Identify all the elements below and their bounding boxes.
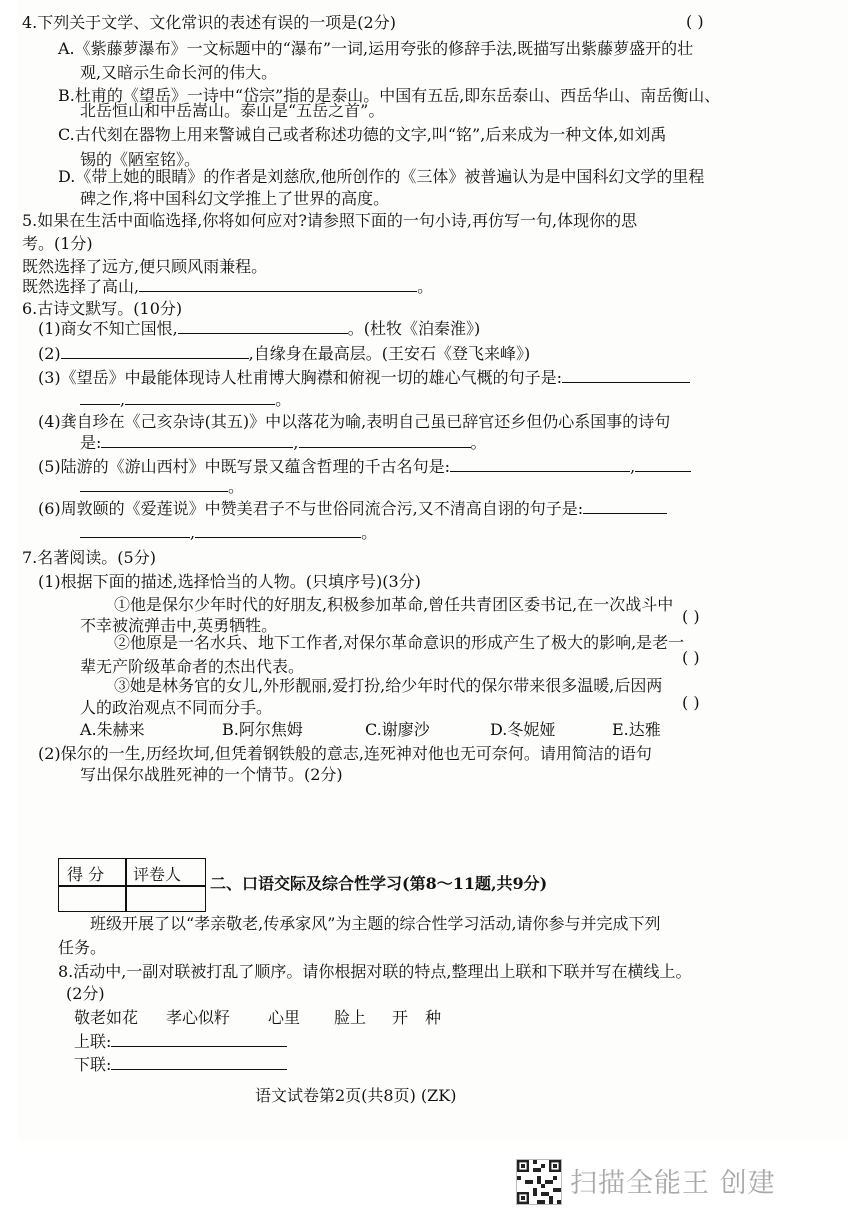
q5-stem-line2: 考。(1分) (22, 234, 93, 253)
q4-option-d-line2: 碑之作,将中国科幻文学推上了世界的高度。 (80, 189, 390, 208)
q6-item3-blank2[interactable] (125, 390, 275, 405)
q6-item5-line2 (80, 476, 244, 498)
q6-item4-line2 (80, 432, 487, 454)
q7-item1-paren: ( ) (682, 607, 700, 626)
q6-item2-suffix: ,自缘身在最高层。(王安石《登飞来峰》) (248, 344, 531, 363)
q8-stem-line1: 8.活动中,一副对联被打乱了顺序。请你根据对联的特点,整理出上联和下联并写在横线上。 (58, 962, 692, 981)
q5-stem-line1: 5.如果在生活中面临选择,你将如何应对?请参照下面的一句小诗,再仿写一句,体现你的思 (22, 211, 638, 230)
q6-item5-blank2-cont[interactable] (80, 477, 228, 492)
q7-option-e: E.达雅 (612, 720, 661, 739)
q7-item1-line2: 不幸被流弹击中,英勇牺牲。 (80, 616, 278, 635)
q6-item4-end: 。 (470, 433, 487, 452)
q6-item1-blank[interactable] (178, 319, 348, 334)
q6-item4-blank1[interactable] (101, 433, 293, 448)
q6-item6-blank1-cont[interactable] (80, 523, 190, 538)
q4-option-d-line1: D.《带上她的眼睛》的作者是刘慈欣,他所创作的《三体》被普遍认为是中国科幻文学的里程 (58, 167, 705, 186)
q7-item2-paren: ( ) (682, 648, 700, 667)
q6-item3-text: (3)《望岳》中最能体现诗人杜甫博大胸襟和俯视一切的雄心气概的句子是: (38, 368, 563, 387)
q7-part1-stem: (1)根据下面的描述,选择恰当的人物。(只填序号)(3分) (38, 572, 421, 591)
q7-item1-line1: ①他是保尔少年时代的好朋友,积极参加革命,曾任共青团区委书记,在一次战斗中 (114, 595, 674, 614)
section2-intro-line2: 任务。 (58, 938, 107, 957)
q4-answer-paren: ( ) (686, 12, 704, 31)
q5-imitation-prefix: 既然选择了高山, (22, 277, 140, 296)
q7-stem: 7.名著阅读。(5分) (22, 548, 156, 567)
q6-item5-blank1[interactable] (450, 457, 630, 472)
q6-item3-blank1[interactable] (562, 368, 690, 383)
q6-item5-end: 。 (228, 477, 245, 496)
q7-option-c: C.谢廖沙 (365, 720, 430, 739)
q7-option-b: B.阿尔焦姆 (222, 720, 303, 739)
q6-item2-blank[interactable] (61, 344, 249, 359)
q5-answer-blank[interactable] (139, 277, 417, 292)
q6-item4-line1: (4)龚自珍在《己亥杂诗(其五)》中以落花为喻,表明自己虽已辞官还乡但仍心系国事的诗句 (38, 412, 671, 431)
q6-item5-comma: , (630, 457, 636, 476)
q5-example-line: 既然选择了远方,便只顾风雨兼程。 (22, 257, 268, 276)
q4-option-a-line2: 观,又暗示生命长河的伟大。 (80, 63, 278, 82)
page-footer: 语文试卷第2页(共8页) (ZK) (255, 1086, 457, 1105)
qr-code-graphic (517, 1160, 561, 1204)
q6-item6-text: (6)周敦颐的《爱莲说》中赞美君子不与世俗同流合污,又不清高自诩的句子是: (38, 499, 584, 518)
q6-item6-line1 (38, 498, 667, 520)
q8-upper-line (74, 1031, 287, 1053)
q6-item3-blank1-cont[interactable] (80, 390, 120, 405)
q8-stem-line2: (2分) (66, 984, 105, 1003)
q4-option-b-line1: B.杜甫的《望岳》一诗中“岱宗”指的是泰山。中国有五岳,即东岳泰山、西岳华山、南岳衡山、 (58, 86, 721, 105)
q8-word-2: 孝心似籽 (166, 1008, 231, 1027)
q8-word-5: 开 (392, 1008, 409, 1027)
section2-intro-line1: 班级开展了以“孝亲敬老,传承家风”为主题的综合性学习活动,请你参与并完成下列 (90, 914, 661, 933)
q8-lower-blank[interactable] (111, 1055, 287, 1070)
q6-item6-blank2[interactable] (195, 523, 361, 538)
q6-item5-text: (5)陆游的《游山西村》中既写景又蕴含哲理的千古名句是: (38, 457, 451, 476)
q8-upper-label: 上联: (74, 1032, 112, 1051)
q6-item3-end: 。 (275, 390, 292, 409)
q7-item3-paren: ( ) (682, 693, 700, 712)
q7-item3-line1: ③她是林务官的女儿,外形靓丽,爱打扮,给少年时代的保尔带来很多温暖,后因两 (114, 676, 663, 695)
score-box-row-divider (59, 885, 205, 887)
q6-item4-blank2[interactable] (299, 433, 471, 448)
q6-stem: 6.古诗文默写。(10分) (22, 299, 183, 318)
q7-part2-line1: (2)保尔的一生,历经坎坷,但凭着钢铁般的意志,连死神对他也无可奈何。请用简洁的语句 (38, 744, 652, 763)
q8-word-6: 种 (425, 1008, 442, 1027)
q4-option-b-line2: 北岳恒山和中岳嵩山。泰山是“五岳之首”。 (80, 101, 385, 120)
section2-title: 二、口语交际及综合性学习(第8～11题,共9分) (210, 874, 548, 893)
q6-item6-blank1[interactable] (583, 499, 667, 514)
watermark-text: 扫描全能王 创建 (570, 1168, 776, 1199)
q4-option-c-line1: C.古代刻在器物上用来警诫自己或者称述功德的文字,叫“铭”,后来成为一种文体,如刘禹 (58, 125, 667, 144)
q8-word-1: 敬老如花 (74, 1008, 139, 1027)
q7-part2-line2: 写出保尔战胜死神的一个情节。(2分) (80, 765, 343, 784)
q8-word-4: 脸上 (334, 1008, 367, 1027)
q6-item3-comma: , (120, 390, 126, 409)
score-label: 得 分 (67, 865, 105, 884)
q6-item1 (38, 318, 480, 340)
q8-upper-blank[interactable] (111, 1032, 287, 1047)
q6-item2-prefix: (2) (38, 344, 61, 363)
q6-item3-line1 (38, 367, 690, 389)
q7-item2-line2: 辈无产阶级革命者的杰出代表。 (80, 657, 305, 676)
score-grader-box (58, 858, 206, 912)
q8-lower-line (74, 1054, 287, 1076)
q7-option-d: D.冬妮娅 (490, 720, 556, 739)
q5-imitation-line (22, 276, 433, 298)
q6-item6-line2 (80, 522, 377, 544)
q7-item3-line2: 人的政治观点不同而分手。 (80, 698, 273, 717)
grader-label: 评卷人 (133, 865, 182, 884)
q7-item2-line1: ②他原是一名水兵、地下工作者,对保尔革命意识的形成产生了极大的影响,是老一 (114, 633, 685, 652)
q6-item1-prefix: (1)商女不知亡国恨, (38, 319, 178, 338)
qr-code-icon (516, 1159, 562, 1205)
q8-lower-label: 下联: (74, 1055, 112, 1074)
q6-item4-prefix: 是: (80, 433, 102, 452)
q6-item5-blank2[interactable] (635, 457, 691, 472)
q6-item4-comma: , (293, 433, 299, 452)
q6-item2 (38, 343, 530, 365)
q6-item3-line2 (80, 389, 291, 411)
q8-word-3: 心里 (268, 1008, 301, 1027)
q4-option-a-line1: A.《紫藤萝瀑布》一文标题中的“瀑布”一词,运用夸张的修辞手法,既描写出紫藤萝盛开的壮 (58, 39, 694, 58)
q4-stem: 4.下列关于文学、文化常识的表述有误的一项是(2分) (22, 13, 396, 32)
q4-option-c-line2: 锡的《陋室铭》。 (80, 150, 201, 169)
q6-item5-line1 (38, 456, 691, 478)
q6-item6-end: 。 (361, 523, 378, 542)
q6-item1-suffix: 。(杜牧《泊秦淮》) (347, 319, 481, 338)
q7-option-a: A.朱赫来 (80, 720, 145, 739)
q6-item6-comma: , (190, 523, 196, 542)
q5-imitation-end: 。 (417, 277, 434, 296)
